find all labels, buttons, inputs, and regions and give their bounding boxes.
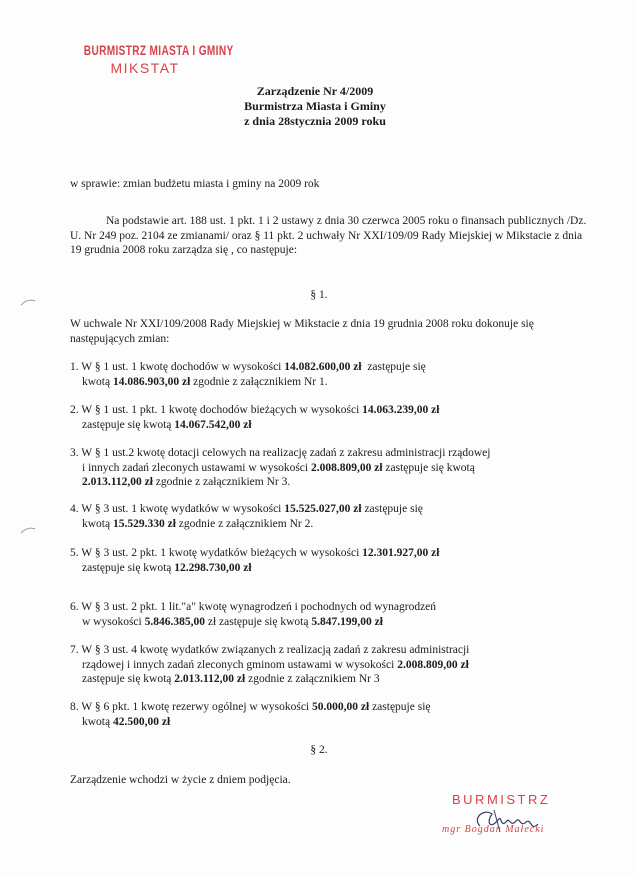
- lead-paragraph: W uchwale Nr XXI/109/2008 Rady Miejskiej w Mikstacie z dnia 19 grudnia 2008 roku dokonuje się następujących zmian:: [70, 318, 534, 345]
- item-text: zastępuje się kwotą: [82, 673, 175, 685]
- closing-line: Zarządzenie wchodzi w życie z dniem podjęcia.: [70, 774, 291, 786]
- item-text: zgodnie z załącznikiem Nr 3.: [152, 476, 291, 488]
- item-number: 3.: [70, 447, 79, 459]
- item-text: W § 1 ust. 1 kwotę dochodów w wysokości: [81, 361, 285, 373]
- item-amount-new: 14.086.903,00 zł: [112, 375, 191, 388]
- handwritten-signature: [440, 788, 600, 848]
- list-item: [70, 360, 590, 389]
- signature-stamp-title: BURMISTRZ: [452, 792, 551, 807]
- item-text: W § 3 ust. 4 kwotę wydatków związanych z realizacją zadań z zakresu administracji: [81, 644, 470, 656]
- item-text: W § 3 ust. 2 pkt. 1 kwotę wydatków bieżących w wysokości: [81, 547, 363, 559]
- item-text: W § 1 ust.2 kwotę dotacji celowych na realizację zadań z zakresu administracji rządowej: [81, 447, 491, 459]
- item-text: zł zastępuje się kwotą: [205, 615, 312, 628]
- item-text: kwotą: [82, 517, 113, 530]
- item-amount-new: 2.013.112,00 zł: [174, 673, 246, 685]
- item-amount-new: 42.500,00 zł: [112, 715, 171, 728]
- item-amount-old: 5.846.385,00: [144, 615, 205, 628]
- subject-line: w sprawie: zmian budżetu miasta i gminy na 2009 rok: [70, 178, 320, 190]
- item-text: zgodnie z załącznikiem Nr 2.: [175, 517, 314, 530]
- item-text: W § 3 ust. 2 pkt. 1 lit."a" kwotę wynagrodzeń i pochodnych od wynagrodzeń: [81, 601, 437, 613]
- list-item: [70, 600, 590, 629]
- item-text: W § 3 ust. 1 kwotę wydatków w wysokości: [81, 503, 285, 515]
- item-number: 4.: [70, 503, 79, 515]
- header-issuer: Burmistrza Miasta i Gminy: [244, 99, 386, 113]
- stamp-line-1: BURMISTRZ MIASTA I GMINY: [83, 42, 234, 58]
- item-amount-old: 2.008.809,00 zł: [310, 461, 383, 474]
- item-number: 1.: [70, 361, 79, 373]
- item-amount-old: 12.301.927,00 zł: [362, 547, 440, 559]
- item-amount-new: 15.529.330 zł: [112, 517, 176, 530]
- item-amount-new: 5.847.199,00 zł: [311, 615, 383, 628]
- list-item: [70, 700, 590, 729]
- header-title: Zarządzenie Nr 4/2009: [256, 84, 374, 98]
- item-number: 5.: [70, 547, 79, 559]
- section-2-heading: § 2.: [310, 744, 328, 756]
- item-amount-old: 15.525.027,00 zł: [284, 503, 362, 515]
- item-text: w wysokości: [82, 615, 145, 628]
- item-text: zastępuje się: [361, 361, 426, 373]
- list-item: [70, 546, 590, 575]
- item-amount-old: 50.000,00 zł: [312, 701, 370, 713]
- list-item: [70, 502, 590, 531]
- item-text: zastępuje się kwotą: [382, 461, 475, 474]
- item-number: 2.: [70, 404, 79, 416]
- signature-stamp-name: mgr Bogdan Małecki: [442, 824, 545, 835]
- intro-paragraph: Na podstawie art. 188 ust. 1 pkt. 1 i 2 ustawy z dnia 30 czerwca 2005 roku o finansach publicznych /Dz. U. Nr 249 poz. 2104 ze zmianami/ oraz § 11 pkt. 2 uchwały Nr XXI/109/09 Rady Miejskiej w Mikstacie z dnia 19 grudnia 2008 roku zarządza się , co następuje:: [70, 215, 587, 256]
- item-amount-new: 2.013.112,00 zł: [82, 476, 153, 488]
- document-header: [190, 84, 440, 129]
- punch-hole-mark: [20, 526, 36, 534]
- item-number: 6.: [70, 601, 79, 613]
- item-text: kwotą: [82, 375, 113, 388]
- list-item: [70, 403, 590, 432]
- issuer-stamp: [60, 42, 234, 76]
- item-amount-old: 14.082.600,00 zł: [284, 361, 362, 373]
- item-amount-new: 14.067.542,00 zł: [174, 418, 252, 431]
- item-text: zastępuje się kwotą: [82, 561, 175, 574]
- item-text: zgodnie z załącznikiem Nr 1.: [190, 375, 328, 388]
- item-text: zastępuje się: [361, 503, 423, 515]
- item-amount-old: 14.063.239,00 zł: [362, 404, 440, 416]
- item-amount-new: 12.298.730,00 zł: [174, 561, 252, 574]
- item-text: W § 6 pkt. 1 kwotę rezerwy ogólnej w wysokości: [81, 701, 312, 713]
- list-item: [70, 446, 590, 490]
- item-text: W § 1 ust. 1 pkt. 1 kwotę dochodów bieżących w wysokości: [81, 404, 363, 416]
- header-date: z dnia 28stycznia 2009 roku: [244, 114, 386, 128]
- list-item: [70, 643, 590, 687]
- section-1-heading: § 1.: [310, 289, 328, 301]
- item-text: zastępuje się: [369, 701, 431, 713]
- item-text: kwotą: [82, 715, 113, 728]
- item-text: zastępuje się kwotą: [82, 418, 175, 431]
- stamp-line-2: MIKSTAT: [110, 60, 180, 76]
- item-text: rządowej i innych zadań zleconych gminom ustawami w wysokości: [82, 658, 398, 671]
- item-text: i innych zadań zleconych ustawami w wysokości: [82, 461, 311, 474]
- item-number: 7.: [70, 644, 79, 656]
- signature-stamp: [440, 788, 600, 848]
- item-number: 8.: [70, 701, 79, 713]
- item-text: zgodnie z załącznikiem Nr 3: [245, 673, 380, 685]
- item-amount-old: 2.008.809,00 zł: [397, 658, 469, 671]
